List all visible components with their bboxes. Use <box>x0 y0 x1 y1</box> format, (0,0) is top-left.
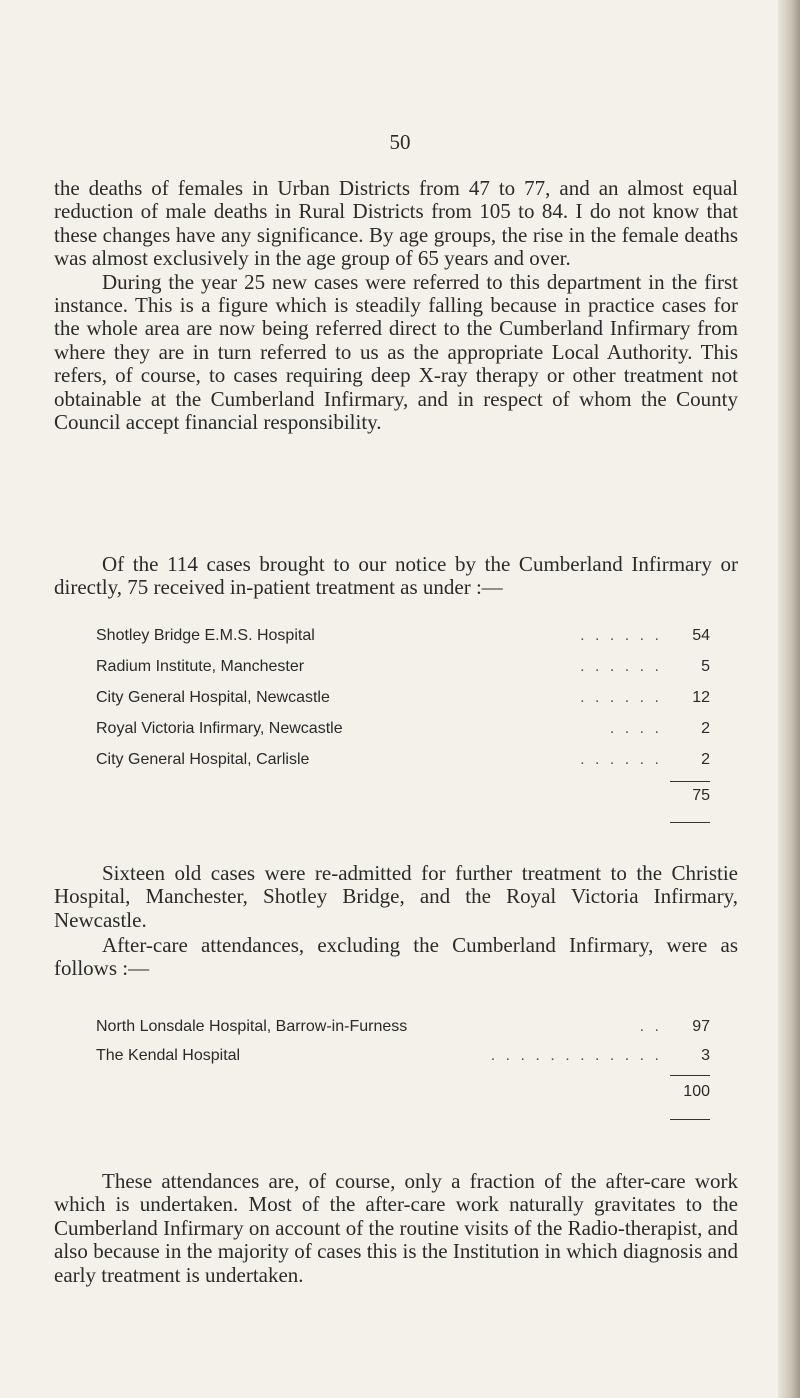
hospital-name: North Lonsdale Hospital, Barrow-in-Furness <box>96 1018 408 1035</box>
inpatient-total: 75 <box>692 787 710 804</box>
leader-dots: . . . . . . <box>580 627 662 644</box>
hospital-name: Radium Institute, Manchester <box>96 658 305 675</box>
leader-dots: . . <box>639 1018 662 1035</box>
paragraph-mortality <box>54 177 738 434</box>
leader-dots: . . . . . . <box>580 689 662 706</box>
leader-dots: . . . . <box>609 720 662 737</box>
hospital-name: The Kendal Hospital <box>96 1047 241 1064</box>
paragraph-readmitted: Sixteen old cases were re-admitted for further treatment to the Christie Hospital, Manchester, Shotley Bridge, and the Royal Victoria Infirmary, Newcastle. <box>54 861 738 932</box>
table-row <box>96 682 710 713</box>
case-count: 54 <box>692 627 710 644</box>
paragraph-new-cases: During the year 25 new cases were referred to this department in the first instance. This is a figure which is steadily falling because in practice cases for the whole area are now being referred direct to the Cumberland Infirmary from where they are in turn referred to us as the appropriate Local Authority. This refers, of course, to cases requiring deep X-ray therapy or other treatment not obtainable at the Cumberland Infirmary, and in respect of whom the County Council accept financial responsibility. <box>54 269 738 435</box>
hospital-name: Shotley Bridge E.M.S. Hospital <box>96 627 315 644</box>
table-row <box>96 1041 710 1070</box>
total-rule-bottom <box>670 822 710 823</box>
leader-dots: . . . . . . <box>580 658 662 675</box>
table-row <box>96 1012 710 1041</box>
aftercare-table <box>96 1012 710 1100</box>
page-edge <box>778 0 800 1398</box>
table-row <box>96 744 710 775</box>
case-count: 12 <box>692 689 710 706</box>
paragraph-inpatient-intro: Of the 114 cases brought to our notice by the Cumberland Infirmary or directly, 75 received in-patient treatment as under :— <box>54 552 738 600</box>
total-rule-top <box>670 1075 710 1076</box>
hospital-name: City General Hospital, Carlisle <box>96 751 310 768</box>
case-count: 2 <box>701 720 710 737</box>
table-row <box>96 713 710 744</box>
total-rule-top <box>670 781 710 782</box>
total-rule-bottom <box>670 1119 710 1120</box>
table-row <box>96 651 710 682</box>
attendance-count: 97 <box>692 1018 710 1035</box>
inpatient-table <box>96 620 710 804</box>
page-number: 50 <box>389 130 411 154</box>
leader-dots: . . . . . . . . . . . . <box>490 1047 662 1064</box>
hospital-name: City General Hospital, Newcastle <box>96 689 330 706</box>
paragraph-aftercare-note: These attendances are, of course, only a fraction of the after-care work which is undertaken. Most of the after-care work naturally gravitates to the Cumberland Infirmary on account of the routine visits of the Radio-therapist, and also because in the majority of cases this is the Institution in which diagnosis and early treatment is undertaken. <box>54 1169 738 1287</box>
hospital-name: Royal Victoria Infirmary, Newcastle <box>96 720 343 737</box>
paragraph-aftercare-intro: After-care attendances, excluding the Cumberland Infirmary, were as follows :— <box>54 933 738 981</box>
leader-dots: . . . . . . <box>580 751 662 768</box>
case-count: 5 <box>701 658 710 675</box>
paragraph-mortality-text: the deaths of females in Urban Districts from 47 to 77, and an almost equal reduction of male deaths in Rural Districts from 105 to 84. I do not know that these changes have any significance. By age groups, the rise in the female deaths was almost exclusively in the age group of 65 years and over. <box>54 176 738 271</box>
table-row <box>96 620 710 651</box>
attendance-count: 3 <box>701 1047 710 1064</box>
case-count: 2 <box>701 751 710 768</box>
aftercare-total: 100 <box>683 1083 710 1100</box>
